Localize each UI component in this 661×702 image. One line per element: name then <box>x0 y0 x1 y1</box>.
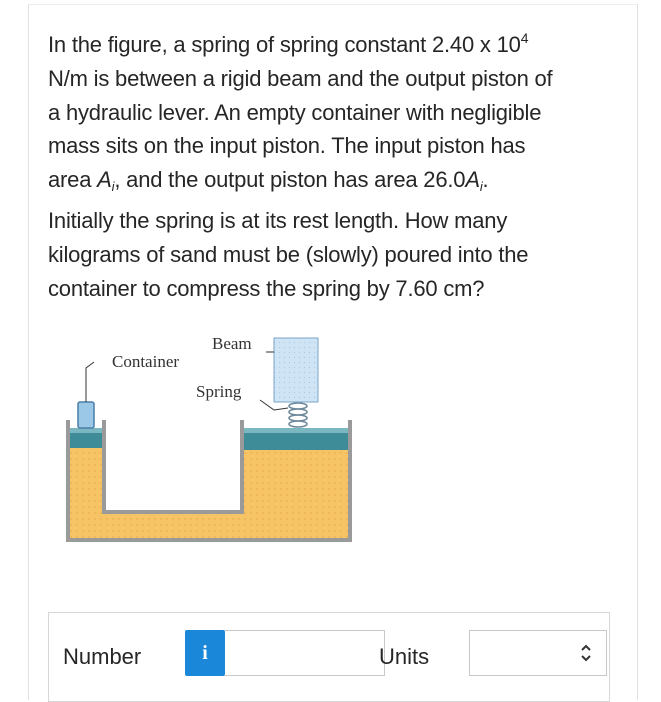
info-button[interactable] <box>185 630 225 676</box>
info-icon: i <box>202 641 208 664</box>
number-input[interactable] <box>225 630 385 676</box>
beam <box>274 338 318 402</box>
label-container: Container <box>112 352 180 371</box>
chevron-updown-icon <box>578 641 594 665</box>
answer-row <box>48 612 610 702</box>
units-select[interactable] <box>469 630 607 676</box>
units-label: Units <box>379 644 430 669</box>
vessel-inner-wall <box>104 420 242 512</box>
number-label: Number <box>63 644 142 669</box>
hydraulic-lever-diagram <box>62 330 362 550</box>
question-text: In the figure, a spring of spring constant 2.40 x $10^4$ N/m is between a rigid beam and the output piston of a hydraulic lever. An empty container with negligible mass sits on the input piston. The input piston has area $A_i$, and the output piston has area $26.0A_i$. Initially the spring is at its rest length. How many kilograms of sand must be (slowly) poured into the container to compress the spring by 7.60 cm? <box>48 30 553 301</box>
label-spring: Spring <box>196 382 242 401</box>
hydraulic-lever-figure <box>62 330 362 550</box>
spring <box>289 403 307 427</box>
label-beam: Beam <box>212 334 252 353</box>
hydraulic-fluid <box>70 448 348 538</box>
container <box>78 402 94 428</box>
